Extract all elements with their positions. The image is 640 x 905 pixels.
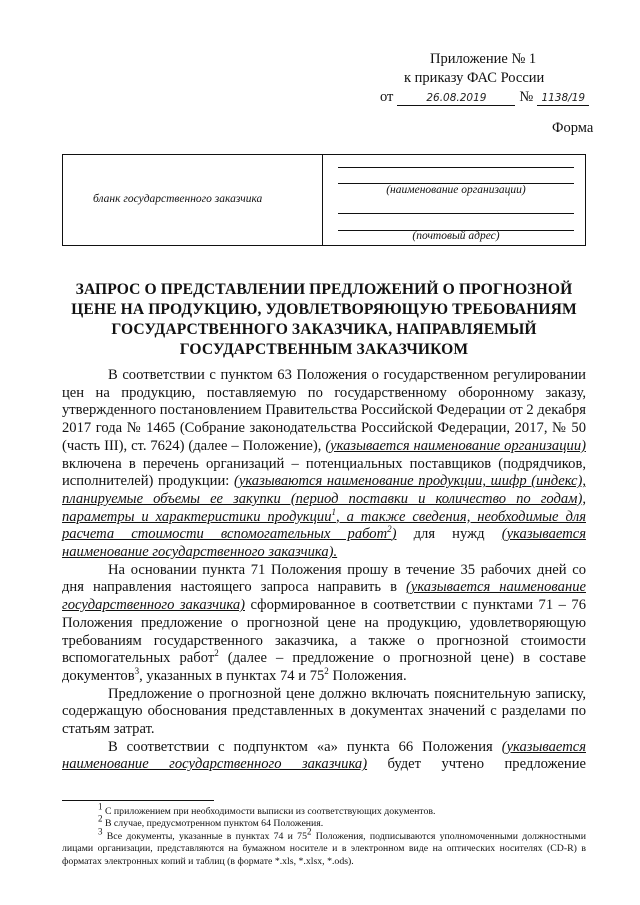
footnote-3-mark: 3 bbox=[98, 826, 103, 837]
paragraph-2 bbox=[62, 562, 586, 686]
handwritten-date: 26.08.2019 bbox=[397, 91, 515, 106]
placeholder-aux-works: , а также сведения, необходимые для расчета стоимости вспомогательных работ bbox=[62, 508, 586, 543]
footnote-separator bbox=[62, 800, 214, 801]
p2-text-b: сформированное в соответствии с пунктами 71 – 76 Положения предложение о прогнозной цене на продукцию, удовлетворяющую требованиям государственного заказчика, а также о прогнозной стоимости вспомогательных работ bbox=[62, 597, 586, 667]
superscript-75-2: 2 bbox=[324, 666, 329, 677]
placeholder-org-name: (указывается наименование организации) bbox=[325, 437, 586, 454]
footnotes bbox=[62, 801, 586, 868]
footnote-3 bbox=[62, 826, 586, 868]
placeholder-product-text: (указываются наименование продукции, шифр (индекс), планируемые объемы ее закупки (период поставки и количество по годам), параметры и характеристики продукции bbox=[62, 473, 586, 525]
footnote-ref-1: 1 bbox=[331, 506, 337, 517]
footnote-1-mark: 1 bbox=[98, 801, 103, 812]
p2-text-c: (далее – предложение о прогнозной цене) в составе документов bbox=[62, 650, 587, 684]
p2-text-d: , указанных в пунктах 74 и 75 bbox=[139, 667, 325, 684]
order-reference: к приказу ФАС России bbox=[404, 70, 545, 86]
placeholder-customer-name-2: (указывается наименование государственного заказчика) bbox=[62, 579, 586, 614]
title-line-2: ЦЕНЕ НА ПРОДУКЦИЮ, УДОВЛЕТВОРЯЮЩУЮ ТРЕБОВАНИЯМ bbox=[71, 301, 577, 318]
placeholder-customer-name-3: (указывается наименование государственного заказчика) bbox=[62, 738, 586, 773]
letterhead-label: бланк государственного заказчика bbox=[93, 193, 263, 205]
title-line-3: ГОСУДАРСТВЕННОГО ЗАКАЗЧИКА, НАПРАВЛЯЕМЫЙ bbox=[111, 321, 537, 338]
p1-text-b: включена в перечень организаций – потенциальных поставщиков (подрядчиков, исполнителей) продукции: bbox=[62, 455, 586, 490]
form-label: Форма bbox=[552, 120, 594, 136]
footnote-2 bbox=[62, 814, 586, 830]
paragraph-1 bbox=[62, 367, 586, 562]
p4-text-b: будет учтено предложение bbox=[387, 756, 586, 773]
letterhead-left-cell bbox=[63, 155, 323, 245]
footnote-3-sup: 2 bbox=[306, 826, 312, 837]
order-date-line bbox=[380, 88, 610, 107]
p2-text-e: Положения. bbox=[332, 667, 407, 684]
document-body bbox=[62, 367, 586, 774]
footnote-1 bbox=[62, 801, 586, 818]
footnote-ref-2b: 2 bbox=[214, 648, 219, 659]
footnote-3-text-b: Положения, подписываются уполномоченными должностными лицами организации, представляются на бумажном носителе и в электронном виде на оптических носителях (CD-R) в форматах электронных копий и таблиц (в формате *.xls, *.xlsx, *.ods). bbox=[62, 830, 586, 867]
placeholder-customer-name: (указывается наименование государственного заказчика). bbox=[62, 526, 587, 561]
footnote-2-text: В случае, предусмотренном пунктом 64 Положения. bbox=[104, 818, 324, 830]
handwritten-number: 1138/19 bbox=[537, 91, 589, 106]
footnote-3-text-a: Все документы, указанные в пунктах 74 и 75 bbox=[106, 830, 307, 842]
address-line-1 bbox=[338, 213, 574, 214]
appendix-label: Приложение № 1 bbox=[430, 51, 537, 67]
p2-text-a: На основании пункта 71 Положения прошу в течение 35 рабочих дней со дня направления настоящего запроса направить в bbox=[62, 561, 586, 596]
footnote-ref-3: 3 bbox=[134, 666, 140, 677]
number-prefix: № bbox=[519, 89, 534, 105]
address-caption: (почтовый адрес) bbox=[412, 230, 500, 242]
footnote-2-mark: 2 bbox=[98, 814, 103, 825]
title-line-4: ГОСУДАРСТВЕННЫМ ЗАКАЗЧИКОМ bbox=[179, 341, 469, 358]
footnote-1-text: С приложением при необходимости выписки из соответствующих документов. bbox=[104, 806, 436, 817]
footnote-ref-2: 2 bbox=[387, 524, 392, 535]
date-prefix: от bbox=[380, 89, 394, 105]
document-title bbox=[62, 280, 586, 360]
p1-text-a: В соответствии с пунктом 63 Положения о государственном регулировании цен на продукцию, поставляемую по государственному оборонному заказу, утвержденного постановлением Правительства Российской Федерации от 2 декабря 2017 года № 1465 (Собрание законодательства Российской Федерации, 2017, № 50 (часть III), ст. 7624) (далее – Положение), bbox=[62, 367, 586, 454]
placeholder-close: ) bbox=[391, 526, 397, 543]
title-line-1: ЗАПРОС О ПРЕДСТАВЛЕНИИ ПРЕДЛОЖЕНИЙ О ПРОГНОЗНОЙ bbox=[75, 281, 573, 298]
paragraph-3: Предложение о прогнозной цене должно включать пояснительную записку, содержащую обоснования представленных в документах значений с разделами по статьям затрат. bbox=[62, 685, 586, 738]
org-name-caption: (наименование организации) bbox=[386, 184, 526, 196]
appendix-header bbox=[380, 50, 610, 107]
paragraph-4 bbox=[62, 739, 586, 774]
letterhead-box bbox=[62, 154, 586, 246]
p1-text-c: для нужд bbox=[413, 526, 485, 543]
p4-text-a: В соответствии с подпунктом «а» пункта 66 Положения bbox=[108, 738, 493, 755]
org-line-1 bbox=[338, 167, 574, 168]
